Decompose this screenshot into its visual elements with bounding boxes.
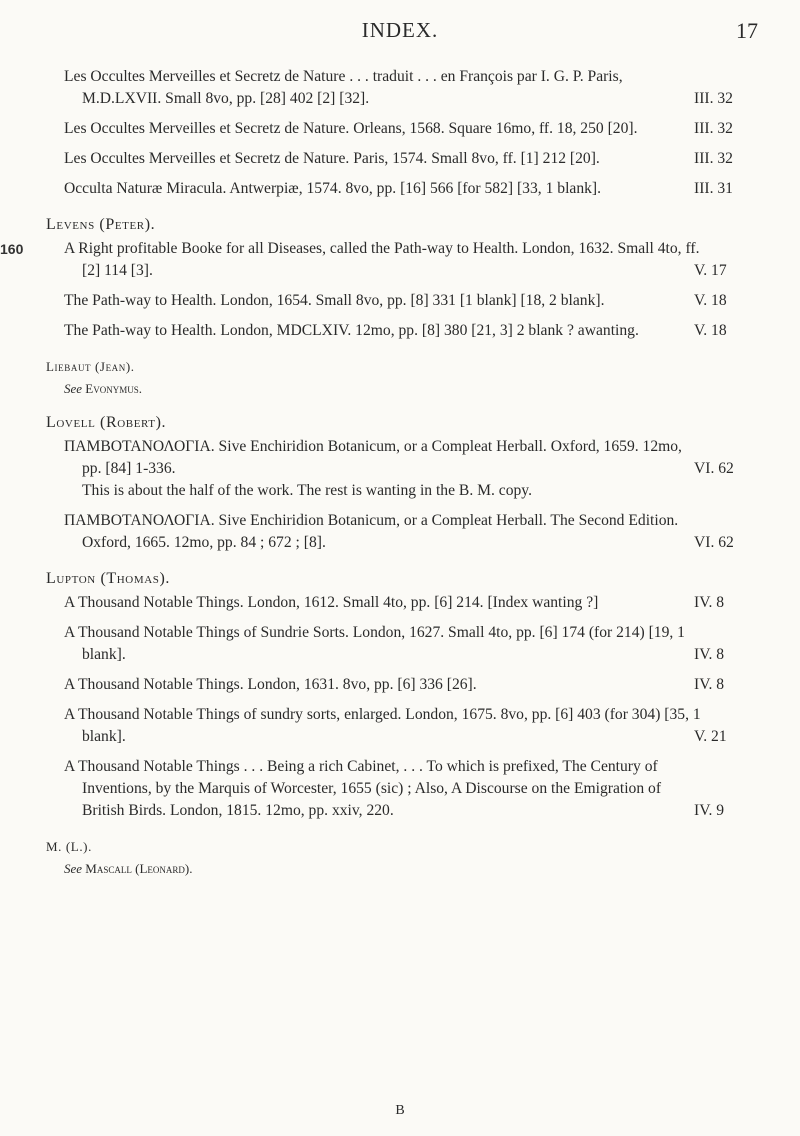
page-title: INDEX. xyxy=(361,18,439,42)
entries-top xyxy=(0,66,800,200)
index-entry xyxy=(64,66,733,110)
margin-number: 160 xyxy=(0,241,24,257)
volume-ref: IV. 9 xyxy=(694,802,725,819)
entry-text: Les Occultes Merveilles et Secretz de Nature. Paris, 1574. Small 8vo, ff. [1] 212 [20]. xyxy=(64,150,600,167)
index-entry xyxy=(64,320,727,342)
volume-ref: VI. 62 xyxy=(694,460,734,477)
page-header xyxy=(0,18,800,52)
index-entry xyxy=(64,290,727,312)
cross-reference xyxy=(64,380,800,398)
index-entry xyxy=(64,756,725,822)
index-entry xyxy=(64,704,727,748)
entry-text: ΠΑΜΒΟΤΑΝΟΛΟΓΙΑ. Sive Enchiridion Botanicum, or a Compleat Herball. The Second Edition. Oxford, 1665. 12mo, pp. 84 ; 672 ; [8]. xyxy=(64,512,679,551)
index-entry xyxy=(64,118,733,140)
entry-text: A Thousand Notable Things. London, 1631. 8vo, pp. [6] 336 [26]. xyxy=(64,676,477,693)
entry-text: A Thousand Notable Things. London, 1612. Small 4to, pp. [6] 214. [Index wanting ?] xyxy=(64,594,599,611)
entry-text: Les Occultes Merveilles et Secretz de Nature. Orleans, 1568. Square 16mo, ff. 18, 250 [20]. xyxy=(64,120,638,137)
entry-text: A Thousand Notable Things of sundry sorts, enlarged. London, 1675. 8vo, pp. [6] 403 (for 304) [35, 1 blank]. xyxy=(64,706,701,745)
entry-text: A Right profitable Booke for all Diseases, called the Path-way to Health. London, 1632. Small 4to, ff. [2] 114 [3]. xyxy=(64,240,700,279)
see-label: See xyxy=(64,381,83,396)
entry-text: Occulta Naturæ Miracula. Antwerpiæ, 1574. 8vo, pp. [16] 566 [for 582] [33, 1 blank]. xyxy=(64,180,602,197)
entry-text: Les Occultes Merveilles et Secretz de Nature . . . traduit . . . en François par I. G. P. Paris, M.D.LXVII. Small 8vo, pp. [28] 402 [2] [32]. xyxy=(64,68,623,107)
volume-ref: III. 32 xyxy=(694,150,733,167)
see-target: Mascall (Leonard). xyxy=(85,861,193,876)
entry-text: A Thousand Notable Things of Sundrie Sorts. London, 1627. Small 4to, pp. [6] 174 (for 214) [19, 1 blank]. xyxy=(64,624,685,663)
see-target: Evonymus. xyxy=(85,381,142,396)
volume-ref: V. 21 xyxy=(694,728,727,745)
see-label: See xyxy=(64,861,83,876)
entry-text: ΠΑΜΒΟΤΑΝΟΛΟΓΙΑ. Sive Enchiridion Botanicum, or a Compleat Herball. Oxford, 1659. 12mo, pp. [84] 1-336. xyxy=(64,438,682,477)
index-entry xyxy=(0,238,727,282)
author-heading: Lupton (Thomas). xyxy=(46,570,171,587)
index-entry xyxy=(64,622,725,666)
author-heading: Levens (Peter). xyxy=(46,216,156,233)
volume-ref: III. 31 xyxy=(694,180,733,197)
volume-ref: III. 32 xyxy=(694,90,733,107)
author-block-levens xyxy=(0,214,800,342)
index-entry xyxy=(64,436,734,480)
index-content xyxy=(0,66,800,882)
cross-reference xyxy=(64,860,800,878)
page-number: 17 xyxy=(736,18,758,43)
entry-text: The Path-way to Health. London, 1654. Small 8vo, pp. [8] 331 [1 blank] [18, 2 blank]. xyxy=(64,292,605,309)
author-block-lovell xyxy=(0,412,800,554)
index-entry xyxy=(64,148,733,170)
volume-ref: III. 32 xyxy=(694,120,733,137)
author-heading: M. (L.). xyxy=(46,839,92,854)
volume-ref: V. 18 xyxy=(694,322,727,339)
author-heading: Liebaut (Jean). xyxy=(46,359,135,374)
volume-ref: IV. 8 xyxy=(694,594,725,611)
author-block-m-l xyxy=(0,836,800,878)
index-entry xyxy=(64,592,725,614)
entry-text: A Thousand Notable Things . . . Being a rich Cabinet, . . . To which is prefixed, The Century of Inventions, by the Marquis of Worcester, 1655 (sic) ; Also, A Discourse on the Emigration of British Birds. London, 1815. 12mo, pp. xxiv, 220. xyxy=(64,758,662,819)
volume-ref: IV. 8 xyxy=(694,646,725,663)
index-entry xyxy=(64,178,733,200)
volume-ref: VI. 62 xyxy=(694,534,734,551)
volume-ref: IV. 8 xyxy=(694,676,725,693)
signature-mark: B xyxy=(395,1103,405,1118)
author-heading: Lovell (Robert). xyxy=(46,414,167,431)
author-block-lupton xyxy=(0,568,800,822)
index-entry xyxy=(64,674,725,696)
index-entry xyxy=(64,510,734,554)
entry-text: The Path-way to Health. London, MDCLXIV. 12mo, pp. [8] 380 [21, 3] 2 blank ? awanting. xyxy=(64,322,639,339)
volume-ref: V. 17 xyxy=(694,262,727,279)
entry-note: This is about the half of the work. The rest is wanting in the B. M. copy. xyxy=(82,482,532,499)
author-block-liebaut xyxy=(0,356,800,398)
volume-ref: V. 18 xyxy=(694,292,727,309)
